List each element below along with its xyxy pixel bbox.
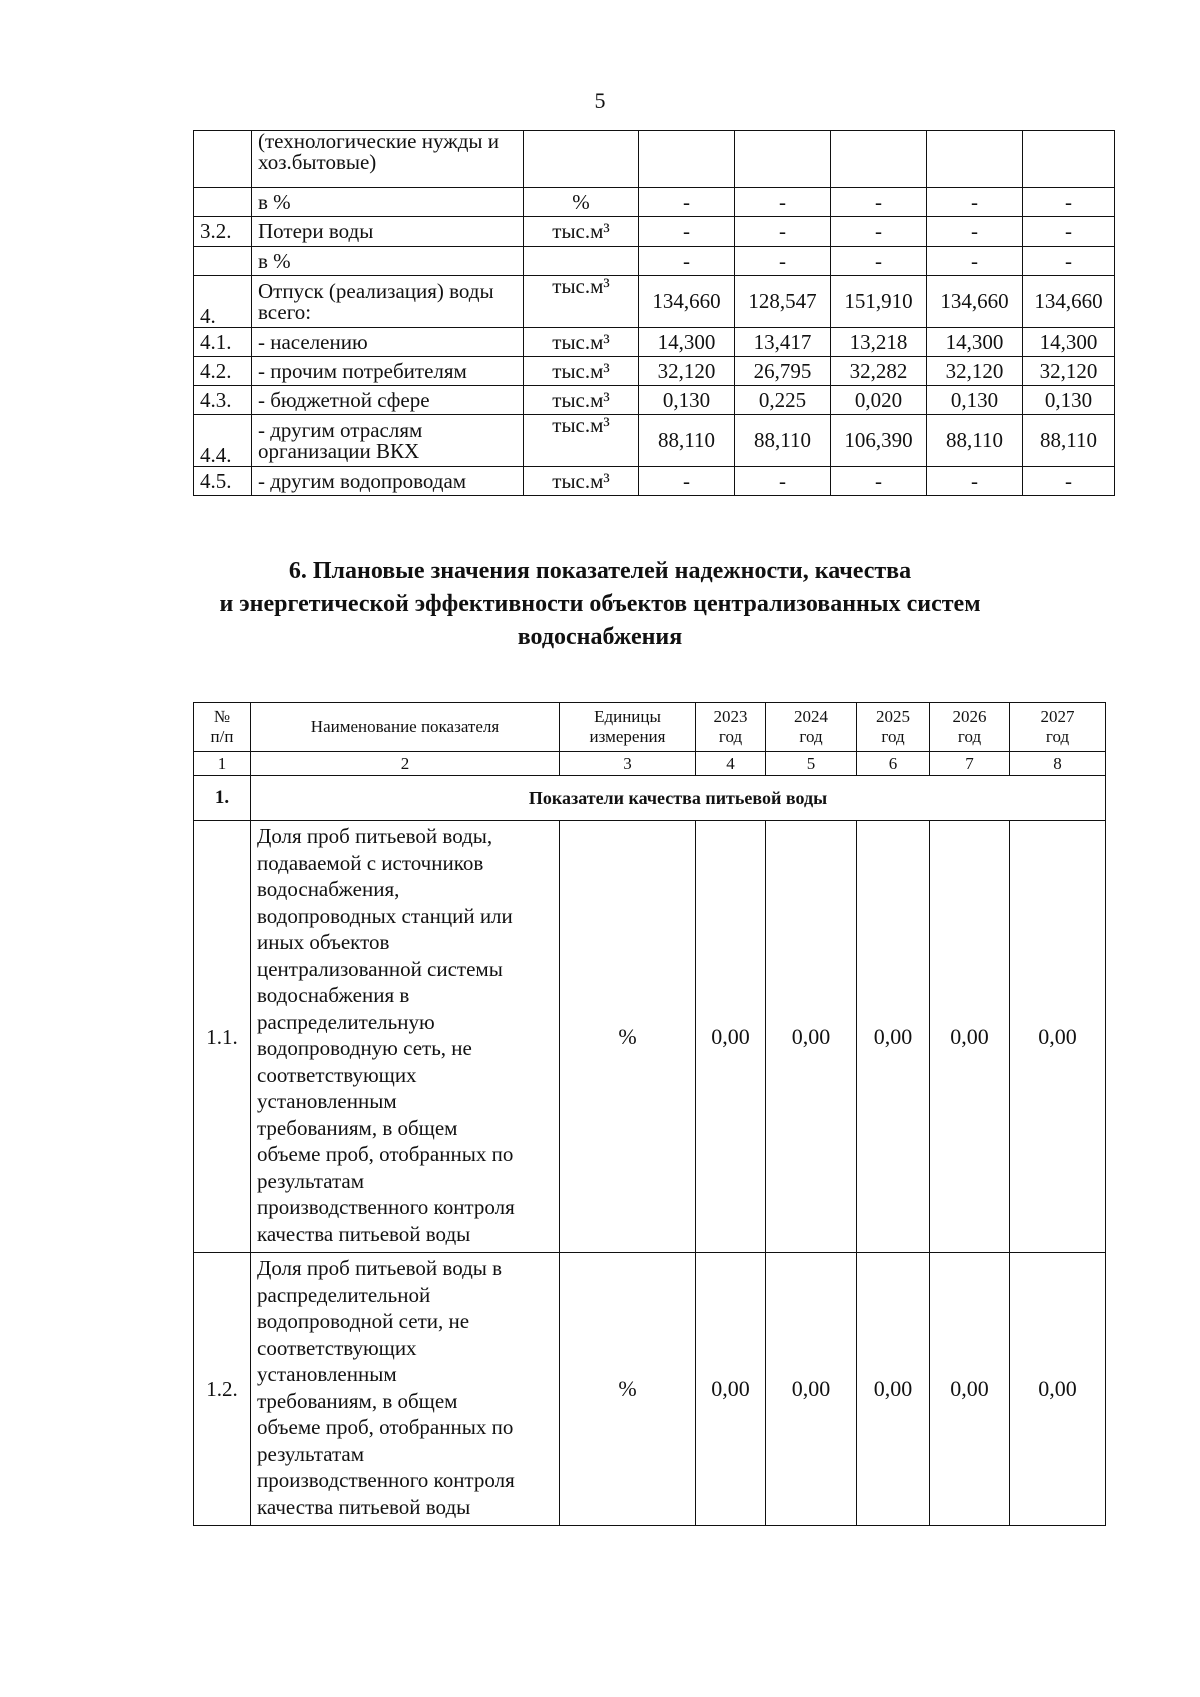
value-cell: 88,110 xyxy=(735,415,831,467)
section-heading: Показатели качества питьевой воды xyxy=(251,776,1106,821)
value-cell: 0,00 xyxy=(930,1253,1010,1526)
value-cell: 0,00 xyxy=(857,1253,930,1526)
header-num-line: п/п xyxy=(210,727,234,746)
row-unit: тыс.м³ xyxy=(524,467,639,496)
row-name: - другим отраслям организации ВКХ xyxy=(252,415,524,467)
value-cell: 0,00 xyxy=(696,1253,766,1526)
value-cell: - xyxy=(831,217,927,247)
value-cell: - xyxy=(1023,217,1115,247)
row-name: в % xyxy=(252,247,524,276)
value-cell: - xyxy=(735,467,831,496)
value-cell: - xyxy=(735,217,831,247)
row-name: - другим водопроводам xyxy=(252,467,524,496)
value-cell: 0,020 xyxy=(831,386,927,415)
indicators-table xyxy=(193,702,1106,1526)
table-row xyxy=(194,1253,1106,1526)
column-number: 1 xyxy=(194,752,251,776)
row-number: 4.5. xyxy=(194,467,252,496)
section-row xyxy=(194,776,1106,821)
row-unit: % xyxy=(524,188,639,217)
table-row xyxy=(194,467,1115,496)
value-cell: 88,110 xyxy=(1023,415,1115,467)
value-cell: - xyxy=(1023,188,1115,217)
row-unit: тыс.м³ xyxy=(524,276,639,328)
value-cell: 32,282 xyxy=(831,357,927,386)
row-unit: тыс.м³ xyxy=(524,328,639,357)
value-cell: 32,120 xyxy=(1023,357,1115,386)
row-name: (технологические нужды и хоз.бытовые) xyxy=(252,131,524,188)
row-number xyxy=(194,247,252,276)
value-cell: 0,00 xyxy=(1010,821,1106,1253)
value-cell: 26,795 xyxy=(735,357,831,386)
table-row xyxy=(194,328,1115,357)
header-num-line: № xyxy=(213,707,231,726)
column-number: 8 xyxy=(1010,752,1106,776)
value-cell: 0,225 xyxy=(735,386,831,415)
value-cell: 0,00 xyxy=(766,1253,857,1526)
value-cell: 13,417 xyxy=(735,328,831,357)
header-row xyxy=(194,703,1106,752)
value-cell: - xyxy=(927,217,1023,247)
value-cell: 151,910 xyxy=(831,276,927,328)
row-number: 4.2. xyxy=(194,357,252,386)
value-cell: 32,120 xyxy=(639,357,735,386)
table-row xyxy=(194,131,1115,188)
value-cell xyxy=(831,131,927,188)
water-balance-table xyxy=(193,130,1115,496)
value-cell: 128,547 xyxy=(735,276,831,328)
row-name: в % xyxy=(252,188,524,217)
value-cell: 14,300 xyxy=(1023,328,1115,357)
value-cell: - xyxy=(639,217,735,247)
table-row xyxy=(194,415,1115,467)
row-name: - населению xyxy=(252,328,524,357)
header-unit-line: измерения xyxy=(589,727,666,746)
value-cell: 88,110 xyxy=(639,415,735,467)
value-cell: 14,300 xyxy=(639,328,735,357)
row-unit: тыс.м³ xyxy=(524,357,639,386)
value-cell: - xyxy=(639,467,735,496)
value-cell: 106,390 xyxy=(831,415,927,467)
column-number: 4 xyxy=(696,752,766,776)
row-unit: % xyxy=(560,1253,696,1526)
value-cell: 0,00 xyxy=(857,821,930,1253)
row-name: - бюджетной сфере xyxy=(252,386,524,415)
value-cell: - xyxy=(831,247,927,276)
row-number: 4. xyxy=(194,276,252,328)
header-year: 2023 год xyxy=(696,703,766,752)
value-cell xyxy=(927,131,1023,188)
value-cell: - xyxy=(735,188,831,217)
value-cell: 134,660 xyxy=(1023,276,1115,328)
column-number: 5 xyxy=(766,752,857,776)
header-num xyxy=(194,703,251,752)
column-number-row xyxy=(194,752,1106,776)
section-title-line: водоснабжения xyxy=(517,624,683,650)
value-cell: - xyxy=(639,247,735,276)
row-unit xyxy=(524,131,639,188)
header-unit-line: Единицы xyxy=(594,707,661,726)
column-number: 7 xyxy=(930,752,1010,776)
value-cell: - xyxy=(927,188,1023,217)
section-title-line: и энергетической эффективности объектов централизованных систем xyxy=(219,591,981,617)
value-cell: 0,130 xyxy=(1023,386,1115,415)
value-cell: - xyxy=(735,247,831,276)
row-number: 4.1. xyxy=(194,328,252,357)
row-unit: тыс.м³ xyxy=(524,415,639,467)
column-number: 3 xyxy=(560,752,696,776)
value-cell: 134,660 xyxy=(639,276,735,328)
value-cell: 14,300 xyxy=(927,328,1023,357)
value-cell xyxy=(735,131,831,188)
row-number: 4.3. xyxy=(194,386,252,415)
header-unit xyxy=(560,703,696,752)
row-number: 4.4. xyxy=(194,415,252,467)
value-cell: 0,130 xyxy=(639,386,735,415)
value-cell: - xyxy=(927,247,1023,276)
value-cell: - xyxy=(1023,247,1115,276)
row-unit: тыс.м³ xyxy=(524,386,639,415)
section-title-line: 6. Плановые значения показателей надежности, качества xyxy=(288,558,912,584)
row-name: Потери воды xyxy=(252,217,524,247)
value-cell: 0,130 xyxy=(927,386,1023,415)
table-row xyxy=(194,821,1106,1253)
row-name: Отпуск (реализация) воды всего: xyxy=(252,276,524,328)
row-description: Доля проб питьевой воды в распределительной водопроводной сети, не соответствующих установленным требованиям, в общем объеме проб, отобранных по результатам производственного контроля качества питьевой воды xyxy=(251,1253,560,1526)
value-cell: - xyxy=(831,188,927,217)
value-cell: - xyxy=(1023,467,1115,496)
row-number xyxy=(194,188,252,217)
value-cell: 0,00 xyxy=(696,821,766,1253)
column-number: 6 xyxy=(857,752,930,776)
row-number: 1.2. xyxy=(194,1253,251,1526)
row-description: Доля проб питьевой воды, подаваемой с источников водоснабжения, водопроводных станций или иных объектов централизованной системы водоснабжения в распределительную водопроводную сеть, не соответствующих установленным требованиям, в общем объеме проб, отобранных по результатам производственного контроля качества питьевой воды xyxy=(251,821,560,1253)
header-year: 2027 год xyxy=(1010,703,1106,752)
table-row xyxy=(194,247,1115,276)
value-cell: 88,110 xyxy=(927,415,1023,467)
row-unit xyxy=(524,247,639,276)
table-row xyxy=(194,276,1115,328)
column-number: 2 xyxy=(251,752,560,776)
table-row xyxy=(194,217,1115,247)
row-number: 3.2. xyxy=(194,217,252,247)
section-number: 1. xyxy=(194,776,251,821)
value-cell: 0,00 xyxy=(1010,1253,1106,1526)
header-name: Наименование показателя xyxy=(251,703,560,752)
value-cell: 0,00 xyxy=(930,821,1010,1253)
table-row xyxy=(194,188,1115,217)
header-year: 2026 год xyxy=(930,703,1010,752)
value-cell: - xyxy=(831,467,927,496)
value-cell: 32,120 xyxy=(927,357,1023,386)
row-unit: тыс.м³ xyxy=(524,217,639,247)
value-cell xyxy=(639,131,735,188)
row-number xyxy=(194,131,252,188)
header-year: 2024 год xyxy=(766,703,857,752)
section-title xyxy=(160,555,1040,654)
row-unit: % xyxy=(560,821,696,1253)
value-cell: 134,660 xyxy=(927,276,1023,328)
value-cell: 0,00 xyxy=(766,821,857,1253)
page-number: 5 xyxy=(594,88,606,113)
value-cell xyxy=(1023,131,1115,188)
row-name: - прочим потребителям xyxy=(252,357,524,386)
row-number: 1.1. xyxy=(194,821,251,1253)
table-row xyxy=(194,386,1115,415)
table-row xyxy=(194,357,1115,386)
value-cell: - xyxy=(927,467,1023,496)
value-cell: 13,218 xyxy=(831,328,927,357)
value-cell: - xyxy=(639,188,735,217)
header-year: 2025 год xyxy=(857,703,930,752)
